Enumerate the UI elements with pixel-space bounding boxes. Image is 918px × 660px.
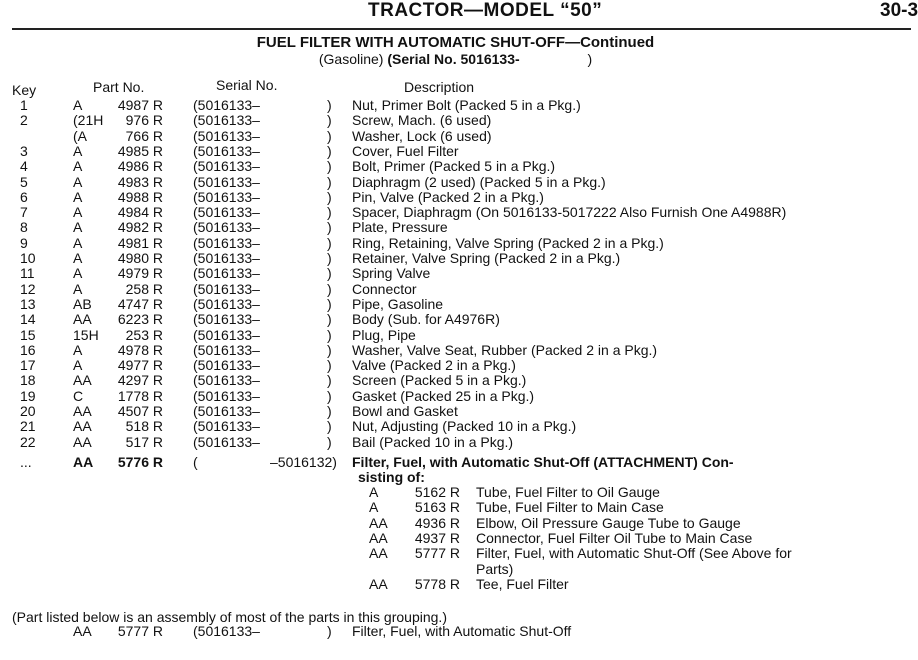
row-serial-close: ) [327, 188, 332, 205]
assembly-description: Filter, Fuel, with Automatic Shut-Off [352, 623, 572, 639]
row-serial-close: ) [327, 265, 332, 282]
attachment-description-cont: sisting of: [358, 469, 425, 485]
column-header-part-no: Part No. [93, 79, 145, 95]
row-key: 2 [20, 112, 28, 129]
row-serial: (5016133– [193, 234, 260, 251]
table-row [0, 113, 911, 128]
table-row [0, 251, 911, 266]
row-serial-close: ) [327, 234, 332, 251]
row-part-number: 4984 R [117, 204, 163, 221]
row-description: Gasket (Packed 25 in a Pkg.) [352, 387, 535, 404]
row-description: Pipe, Gasoline [352, 295, 444, 312]
assembly-part-number: 5777 R [117, 623, 163, 639]
row-serial: (5016133– [193, 265, 260, 282]
row-serial: (5016133– [193, 204, 260, 221]
page-number: 30-3 [880, 0, 918, 21]
row-part-number: 4980 R [117, 250, 163, 266]
table-row [0, 220, 911, 235]
column-header-key: Key [12, 82, 37, 98]
row-key: 6 [20, 188, 28, 205]
row-serial-close: ) [327, 326, 332, 343]
row-prefix: A [73, 219, 83, 236]
attachment-item-part-number: 5162 R [414, 484, 460, 500]
row-description: Washer, Lock (6 used) [352, 127, 492, 144]
row-key: 8 [20, 219, 28, 236]
attachment-row [0, 455, 911, 470]
row-part-number: 4983 R [117, 173, 163, 190]
row-part-number: 4982 R [117, 219, 163, 236]
column-header-serial-no: Serial No. [216, 77, 278, 93]
table-row [0, 144, 911, 159]
row-key: 12 [20, 280, 36, 297]
row-serial-close: ) [327, 204, 332, 221]
table-row [0, 175, 911, 190]
row-description: Nut, Adjusting (Packed 10 in a Pkg.) [352, 418, 577, 435]
row-description: Bail (Packed 10 in a Pkg.) [352, 433, 514, 450]
row-key: 21 [20, 418, 36, 435]
attachment-item-description: Elbow, Oil Pressure Gauge Tube to Gauge [476, 514, 741, 531]
row-serial-close: ) [327, 158, 332, 175]
row-serial-close: ) [327, 280, 332, 297]
row-description: Body (Sub. for A4976R) [352, 311, 500, 328]
row-serial-close: ) [327, 112, 332, 129]
attachment-key: ... [20, 454, 32, 470]
assembly-note: (Part listed below is an assembly of most of the parts in this grouping.) [12, 609, 447, 625]
row-serial: (5016133– [193, 326, 260, 343]
row-serial-close: ) [327, 173, 332, 190]
row-serial: (5016133– [193, 387, 260, 404]
row-prefix: A [73, 234, 83, 251]
attachment-item [0, 546, 911, 561]
row-prefix: A [73, 250, 83, 266]
row-serial: (5016133– [193, 250, 260, 266]
attachment-item-prefix: AA [369, 575, 388, 592]
row-serial-close: ) [327, 295, 332, 312]
row-serial: (5016133– [193, 112, 260, 129]
row-prefix: A [73, 188, 83, 205]
row-part-number: 253 R [125, 326, 163, 343]
row-prefix: (A [73, 127, 87, 144]
row-prefix: A [73, 97, 83, 113]
section-title: FUEL FILTER WITH AUTOMATIC SHUT-OFF—Continued [256, 34, 655, 51]
assembly-serial-close: ) [327, 623, 332, 639]
table-row [0, 159, 911, 174]
page-header-title: TRACTOR—MODEL “50” [368, 0, 603, 21]
row-key: 7 [20, 204, 28, 221]
table-row [0, 282, 911, 297]
attachment-item [0, 516, 911, 531]
row-prefix: (21H [73, 112, 104, 129]
attachment-item [0, 500, 911, 515]
attachment-item-prefix: A [369, 499, 379, 516]
row-serial-close: ) [327, 97, 332, 113]
row-description: Plug, Pipe [352, 326, 416, 343]
row-key: 13 [20, 295, 36, 312]
row-key: 20 [20, 403, 36, 419]
table-row [0, 190, 911, 205]
row-description: Pin, Valve (Packed 2 in a Pkg.) [352, 188, 544, 205]
row-description: Screen (Packed 5 in a Pkg.) [352, 372, 527, 389]
subtitle-fuel-type: (Gasoline) [318, 51, 384, 67]
row-key: 17 [20, 357, 36, 374]
section-subtitle [0, 51, 911, 67]
row-prefix: AA [73, 418, 92, 435]
table-row [0, 419, 911, 434]
row-part-number: 4988 R [117, 188, 163, 205]
attachment-item-part-number: 4937 R [414, 529, 460, 546]
row-serial-close: ) [327, 341, 332, 358]
attachment-item [0, 531, 911, 546]
attachment-description: Filter, Fuel, with Automatic Shut-Off (ATTACHMENT) Con- [352, 454, 734, 470]
row-description: Ring, Retaining, Valve Spring (Packed 2 in a Pkg.) [352, 234, 664, 251]
attachment-item [0, 562, 911, 577]
subtitle-close: ) [587, 51, 593, 67]
table-row [0, 266, 911, 281]
row-serial-close: ) [327, 311, 332, 328]
attachment-item-prefix: AA [369, 545, 388, 562]
table-row [0, 373, 911, 388]
table-row [0, 358, 911, 373]
row-key: 10 [20, 250, 36, 266]
row-serial-close: ) [327, 403, 332, 419]
row-part-number: 4987 R [117, 97, 163, 113]
attachment-item-part-number: 5163 R [414, 499, 460, 516]
table-row [0, 435, 911, 450]
row-description: Plate, Pressure [352, 219, 448, 236]
row-serial-close: ) [327, 250, 332, 266]
attachment-item-part-number: 5777 R [414, 545, 460, 562]
row-prefix: AA [73, 433, 92, 450]
table-row [0, 297, 911, 312]
row-prefix: AA [73, 372, 92, 389]
row-key: 3 [20, 142, 28, 159]
row-serial: (5016133– [193, 158, 260, 175]
row-description: Cover, Fuel Filter [352, 142, 459, 159]
row-prefix: A [73, 341, 83, 358]
row-key: 5 [20, 173, 28, 190]
row-serial-close: ) [327, 127, 332, 144]
attachment-item-description: Filter, Fuel, with Automatic Shut-Off (See Above for [476, 545, 792, 562]
row-part-number: 4986 R [117, 158, 163, 175]
row-description: Retainer, Valve Spring (Packed 2 in a Pkg.) [352, 250, 621, 266]
row-part-number: 4977 R [117, 357, 163, 374]
row-prefix: C [73, 387, 84, 404]
table-row [0, 404, 911, 419]
row-serial: (5016133– [193, 403, 260, 419]
assembly-prefix: AA [73, 623, 92, 639]
row-key: 9 [20, 234, 28, 251]
row-serial: (5016133– [193, 372, 260, 389]
row-prefix: A [73, 265, 83, 282]
attachment-item-prefix: AA [369, 514, 388, 531]
row-key: 19 [20, 387, 36, 404]
row-part-number: 4297 R [117, 372, 163, 389]
row-serial: (5016133– [193, 219, 260, 236]
row-key: 16 [20, 341, 36, 358]
row-part-number: 4747 R [117, 295, 163, 312]
row-serial: (5016133– [193, 295, 260, 312]
subtitle-serial: (Serial No. 5016133- [387, 51, 520, 67]
attachment-serial: –5016132) [270, 454, 337, 470]
row-part-number: 4985 R [117, 142, 163, 159]
row-part-number: 976 R [125, 112, 163, 129]
row-description: Bowl and Gasket [352, 403, 458, 419]
attachment-item-description: Tube, Fuel Filter to Oil Gauge [476, 484, 660, 500]
row-serial: (5016133– [193, 280, 260, 297]
row-prefix: A [73, 280, 83, 297]
attachment-item-part-number: 5778 R [414, 575, 460, 592]
row-serial-close: ) [327, 372, 332, 389]
row-description: Bolt, Primer (Packed 5 in a Pkg.) [352, 158, 556, 175]
table-row [0, 236, 911, 251]
attachment-row-cont [0, 470, 911, 485]
row-serial: (5016133– [193, 142, 260, 159]
attachment-item-description: Connector, Fuel Filter Oil Tube to Main Case [476, 529, 753, 546]
row-serial: (5016133– [193, 418, 260, 435]
attachment-prefix: AA [73, 454, 94, 470]
row-description: Connector [352, 280, 417, 297]
row-description: Nut, Primer Bolt (Packed 5 in a Pkg.) [352, 97, 581, 113]
row-prefix: AB [73, 295, 92, 312]
row-serial-close: ) [327, 357, 332, 374]
row-description: Spacer, Diaphragm (On 5016133-5017222 Also Furnish One A4988R) [352, 204, 787, 221]
assembly-serial: (5016133– [193, 623, 260, 639]
row-serial-close: ) [327, 219, 332, 236]
attachment-item-prefix: AA [369, 529, 388, 546]
row-part-number: 766 R [125, 127, 163, 144]
row-serial-close: ) [327, 142, 332, 159]
row-part-number: 1778 R [117, 387, 163, 404]
row-description: Diaphragm (2 used) (Packed 5 in a Pkg.) [352, 173, 606, 190]
row-prefix: A [73, 142, 83, 159]
row-serial-close: ) [327, 387, 332, 404]
table-row [0, 129, 911, 144]
attachment-item-description: Tube, Fuel Filter to Main Case [476, 499, 664, 516]
table-row [0, 312, 911, 327]
row-serial: (5016133– [193, 341, 260, 358]
row-part-number: 6223 R [117, 311, 163, 328]
row-serial: (5016133– [193, 311, 260, 328]
column-header-description: Description [404, 79, 475, 95]
row-serial-close: ) [327, 433, 332, 450]
row-prefix: A [73, 204, 83, 221]
attachment-item-part-number: 4936 R [414, 514, 460, 531]
attachment-serial-open: ( [193, 454, 198, 470]
row-description: Screw, Mach. (6 used) [352, 112, 492, 129]
assembly-row [0, 624, 911, 639]
row-part-number: 258 R [125, 280, 163, 297]
row-part-number: 4978 R [117, 341, 163, 358]
attachment-item-prefix: A [369, 484, 379, 500]
row-prefix: 15H [73, 326, 99, 343]
row-prefix: A [73, 158, 83, 175]
attachment-item-description: Tee, Fuel Filter [476, 575, 569, 592]
row-part-number: 4507 R [117, 403, 163, 419]
row-key: 11 [20, 265, 35, 282]
row-key: 4 [20, 158, 28, 175]
row-part-number: 517 R [125, 433, 163, 450]
table-row [0, 205, 911, 220]
header-rule [12, 28, 911, 30]
attachment-part-number: 5776 R [117, 454, 163, 470]
row-part-number: 4979 R [117, 265, 163, 282]
row-serial: (5016133– [193, 188, 260, 205]
row-serial: (5016133– [193, 97, 260, 113]
row-description: Spring Valve [352, 265, 431, 282]
table-row [0, 389, 911, 404]
row-prefix: AA [73, 311, 92, 328]
attachment-item [0, 577, 911, 592]
table-row [0, 98, 911, 113]
row-description: Washer, Valve Seat, Rubber (Packed 2 in a Pkg.) [352, 341, 658, 358]
row-description: Valve (Packed 2 in a Pkg.) [352, 357, 516, 374]
row-serial: (5016133– [193, 433, 260, 450]
row-serial: (5016133– [193, 127, 260, 144]
row-key: 22 [20, 433, 36, 450]
row-key: 14 [20, 311, 36, 328]
table-row [0, 328, 911, 343]
row-key: 1 [20, 97, 28, 113]
row-serial: (5016133– [193, 357, 260, 374]
row-prefix: AA [73, 403, 92, 419]
attachment-item-description: Parts) [476, 560, 514, 577]
row-serial: (5016133– [193, 173, 260, 190]
row-prefix: A [73, 173, 83, 190]
row-key: 15 [20, 326, 36, 343]
table-row [0, 343, 911, 358]
row-part-number: 4981 R [117, 234, 163, 251]
row-part-number: 518 R [125, 418, 163, 435]
attachment-item [0, 485, 911, 500]
row-prefix: A [73, 357, 83, 374]
row-key: 18 [20, 372, 36, 389]
row-serial-close: ) [327, 418, 332, 435]
